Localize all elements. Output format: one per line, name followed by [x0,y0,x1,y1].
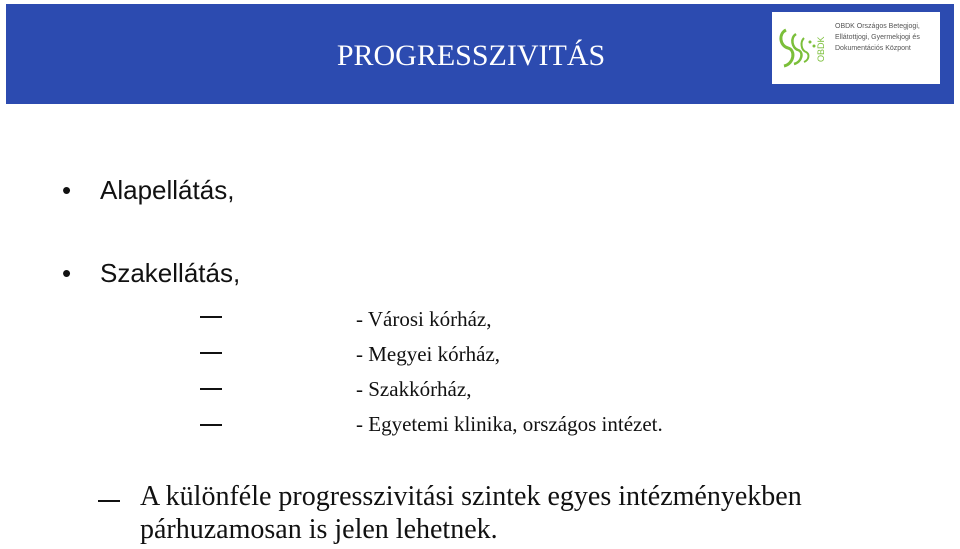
sub-item: - Városi kórház, [356,307,492,331]
dash-icon [200,388,222,390]
svg-text:OBDK: OBDK [816,36,826,62]
slide-title: PROGRESSZIVITÁS [336,39,606,72]
bullet-text: Alapellátás, [100,175,235,205]
logo-text-line: Dokumentációs Központ [835,45,911,52]
sub-item: - Megyei kórház, [356,342,501,366]
logo-text-line: OBDK Országos Betegjogi, [835,23,920,30]
bullet-icon: • [62,258,72,288]
note-line: A különféle progresszivitási szintek egyes intézményekben [140,481,802,512]
dash-icon [200,352,222,354]
obdk-logo [772,12,940,84]
logo-text [835,21,920,54]
logo-text-line: Ellátottjogi, Gyermekjogi és [835,34,920,41]
dash-icon [200,316,222,318]
note-line: párhuzamosan is jelen lehetnek. [140,514,498,545]
dash-icon [200,424,222,426]
bullet-text: Szakellátás, [100,258,241,288]
dash-icon [98,500,120,502]
sub-item: - Szakkórház, [356,377,472,401]
obdk-logo-icon [772,12,832,84]
bullet-icon: • [62,175,72,205]
sub-item: - Egyetemi klinika, országos intézet. [356,412,663,436]
